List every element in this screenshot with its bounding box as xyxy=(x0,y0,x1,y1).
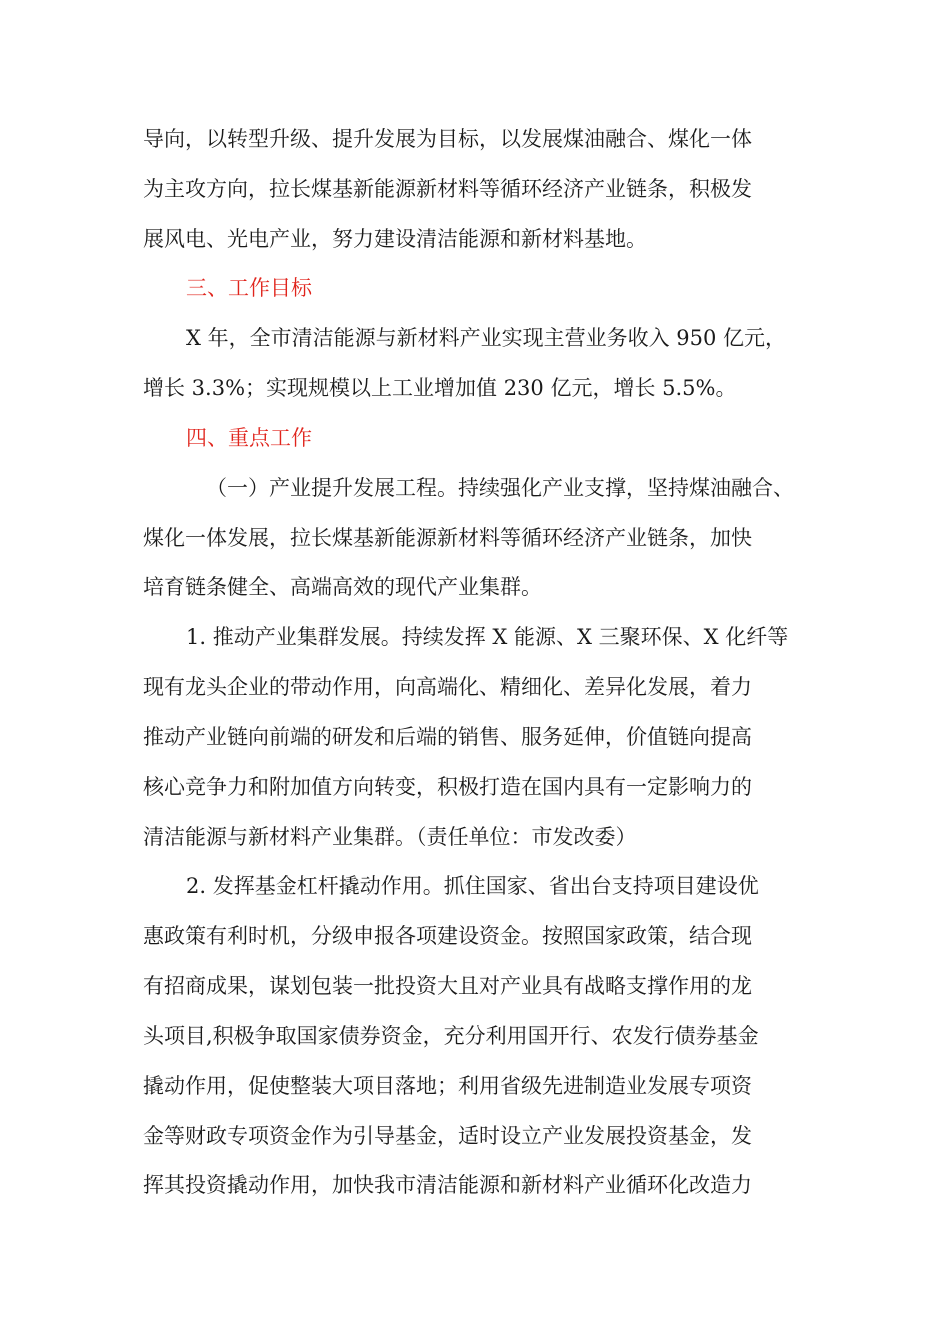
sub1-line-3: 培育链条健全、高端高效的现代产业集群。 xyxy=(143,575,542,599)
sub1-line-2: 煤化一体发展，拉长煤基新能源新材料等循环经济产业链条，加快 xyxy=(143,526,752,550)
intro-line-2: 为主攻方向，拉长煤基新能源新材料等循环经济产业链条，积极发 xyxy=(143,177,752,201)
item2-line-2: 惠政策有利时机，分级申报各项建设资金。按照国家政策，结合现 xyxy=(143,924,752,948)
item1-line-3: 推动产业链向前端的研发和后端的销售、服务延伸，价值链向提高 xyxy=(143,725,752,749)
section-3-line-1: X 年，全市清洁能源与新材料产业实现主营业务收入 950 亿元， xyxy=(186,326,787,350)
section-3-heading: 三、工作目标 xyxy=(186,276,312,300)
item1-line-5: 清洁能源与新材料产业集群。（责任单位：市发改委） xyxy=(143,825,637,849)
item1-line-2: 现有龙头企业的带动作用，向高端化、精细化、差异化发展，着力 xyxy=(143,675,752,699)
item2-line-5: 撬动作用，促使整装大项目落地；利用省级先进制造业发展专项资 xyxy=(143,1074,752,1098)
item1-line-1: 1. 推动产业集群发展。持续发挥 X 能源、X 三聚环保、X 化纤等 xyxy=(186,625,789,649)
intro-line-3: 展风电、光电产业，努力建设清洁能源和新材料基地。 xyxy=(143,227,647,251)
item2-line-4: 头项目,积极争取国家债券资金，充分利用国开行、农发行债券基金 xyxy=(143,1024,759,1048)
item2-line-7: 挥其投资撬动作用，加快我市清洁能源和新材料产业循环化改造力 xyxy=(143,1173,752,1197)
item2-line-3: 有招商成果，谋划包装一批投资大且对产业具有战略支撑作用的龙 xyxy=(143,974,752,998)
section-3-line-2: 增长 3.3%；实现规模以上工业增加值 230 亿元，增长 5.5%。 xyxy=(143,376,737,400)
section-4-heading: 四、重点工作 xyxy=(186,426,312,450)
intro-line-1: 导向，以转型升级、提升发展为目标，以发展煤油融合、煤化一体 xyxy=(143,127,752,151)
item1-line-4: 核心竞争力和附加值方向转变，积极打造在国内具有一定影响力的 xyxy=(143,775,752,799)
sub1-line-1: （一）产业提升发展工程。持续强化产业支撑，坚持煤油融合、 xyxy=(206,476,794,500)
item2-line-6: 金等财政专项资金作为引导基金，适时设立产业发展投资基金，发 xyxy=(143,1124,752,1148)
item2-line-1: 2. 发挥基金杠杆撬动作用。抓住国家、省出台支持项目建设优 xyxy=(186,874,759,898)
